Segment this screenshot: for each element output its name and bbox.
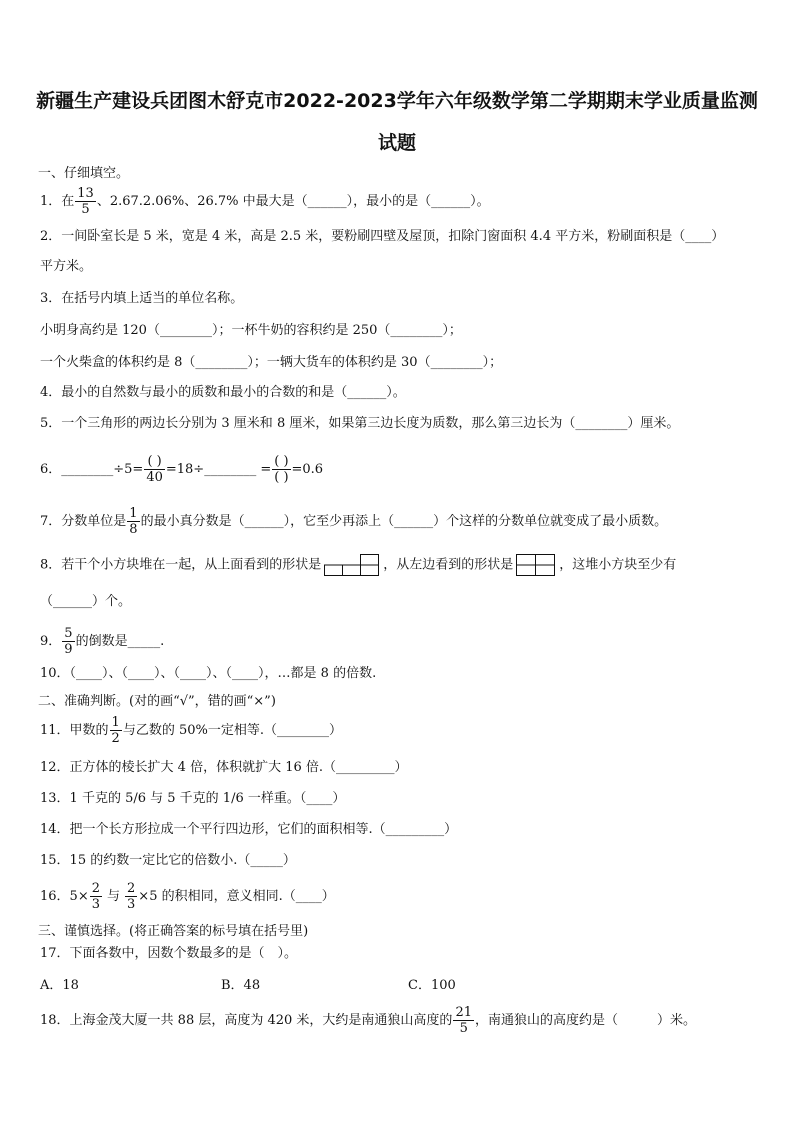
- left-view-figure: [516, 554, 556, 576]
- exam-title-line2: 试题: [377, 132, 416, 154]
- fraction: $\frac{1}{2}$: [111, 715, 120, 746]
- top-view-figure: [324, 554, 380, 576]
- section-heading-fill: 一、仔细填空。: [38, 166, 130, 181]
- fraction: $\frac{( )}{( )}$: [274, 454, 289, 485]
- question-8: 8．若干个小方块堆在一起，从上面看到的形状是 ，从左边看到的形状是 ，这堆小方块至少有: [40, 554, 676, 576]
- section-heading-judge: 二、准确判断。(对的画“√”，错的画“×”): [38, 694, 276, 709]
- fraction: $\frac{13}{5}$: [77, 186, 94, 217]
- question-17-option-a: A．18: [40, 978, 79, 993]
- question-11: 11．甲数的 $\frac{1}{2}$ 与乙数的 50%一定相等.（________）: [40, 715, 342, 746]
- question-10: 10．（____）、（____）、（____）、（____），…都是 8 的倍数.: [40, 666, 377, 681]
- question-1: 1．在 $\frac{13}{5}$ 、2.67.2.06%、26.7% 中最大是（______），最小的是（______）。: [40, 186, 490, 217]
- fraction: $\frac{21}{5}$: [455, 1005, 472, 1036]
- question-13: 13．1 千克的 5/6 与 5 千克的 1/6 一样重。（____）: [40, 791, 346, 806]
- question-14: 14．把一个长方形拉成一个平行四边形，它们的面积相等.（_________）: [40, 822, 458, 837]
- question-7: 7．分数单位是 $\frac{1}{8}$ 的最小真分数是（______），它至少再添上（______）个这样的分数单位就变成了最小质数。: [40, 506, 668, 537]
- fraction: $\frac{1}{8}$: [129, 506, 138, 537]
- fraction: $\frac{2}{3}$: [91, 881, 100, 912]
- question-4: 4．最小的自然数与最小的质数和最小的合数的和是（______）。: [40, 385, 406, 400]
- question-5: 5．一个三角形的两边长分别为 3 厘米和 8 厘米，如果第三边长度为质数，那么第三边长为（________）厘米。: [40, 416, 680, 431]
- question-12: 12．正方体的棱长扩大 4 倍，体积就扩大 16 倍.（_________）: [40, 760, 408, 775]
- question-18: 18．上海金茂大厦一共 88 层，高度为 420 米，大约是南通狼山高度的 $\frac{21}{5}$ ，南通狼山的高度约是（ ）米。: [40, 1005, 696, 1036]
- section-heading-choice: 三、谨慎选择。(将正确答案的标号填在括号里): [38, 924, 309, 939]
- fraction: $\frac{5}{9}$: [64, 626, 73, 657]
- question-17-option-b: B．48: [221, 978, 261, 993]
- question-17-option-c: C．100: [408, 978, 456, 993]
- question-3: 3．在括号内填上适当的单位名称。: [40, 291, 244, 306]
- question-8-cont: （______）个。: [40, 594, 132, 609]
- question-3-part-b: 一个火柴盒的体积约是 8（________）；一辆大货车的体积约是 30（________）；: [40, 355, 503, 370]
- question-9: 9． $\frac{5}{9}$ 的倒数是_____.: [40, 626, 165, 657]
- exam-title-line1: 新疆生产建设兵团图木舒克市2022-2023学年六年级数学第二学期期末学业质量监测: [36, 90, 758, 112]
- question-2-cont: 平方米。: [40, 259, 93, 274]
- question-16: 16．5× $\frac{2}{3}$ 与 $\frac{2}{3}$ ×5 的积相同，意义相同.（____）: [40, 881, 335, 912]
- question-2: 2．一间卧室长是 5 米，宽是 4 米，高是 2.5 米，要粉刷四壁及屋顶，扣除门窗面积 4.4 平方米，粉刷面积是（____）: [40, 229, 725, 244]
- fraction: $\frac{( )}{40}$: [146, 454, 163, 485]
- question-3-part-a: 小明身高约是 120（________）；一杯牛奶的容积约是 250（________）；: [40, 323, 462, 338]
- question-6: 6．________÷5= $\frac{( )}{40}$ =18÷________ = $\frac{( )}{( )}$ =0.6: [40, 454, 324, 485]
- question-17: 17．下面各数中，因数个数最多的是（ ）。: [40, 946, 298, 961]
- fraction: $\frac{2}{3}$: [127, 881, 136, 912]
- question-15: 15．15 的约数一定比它的倍数小.（_____）: [40, 853, 296, 868]
